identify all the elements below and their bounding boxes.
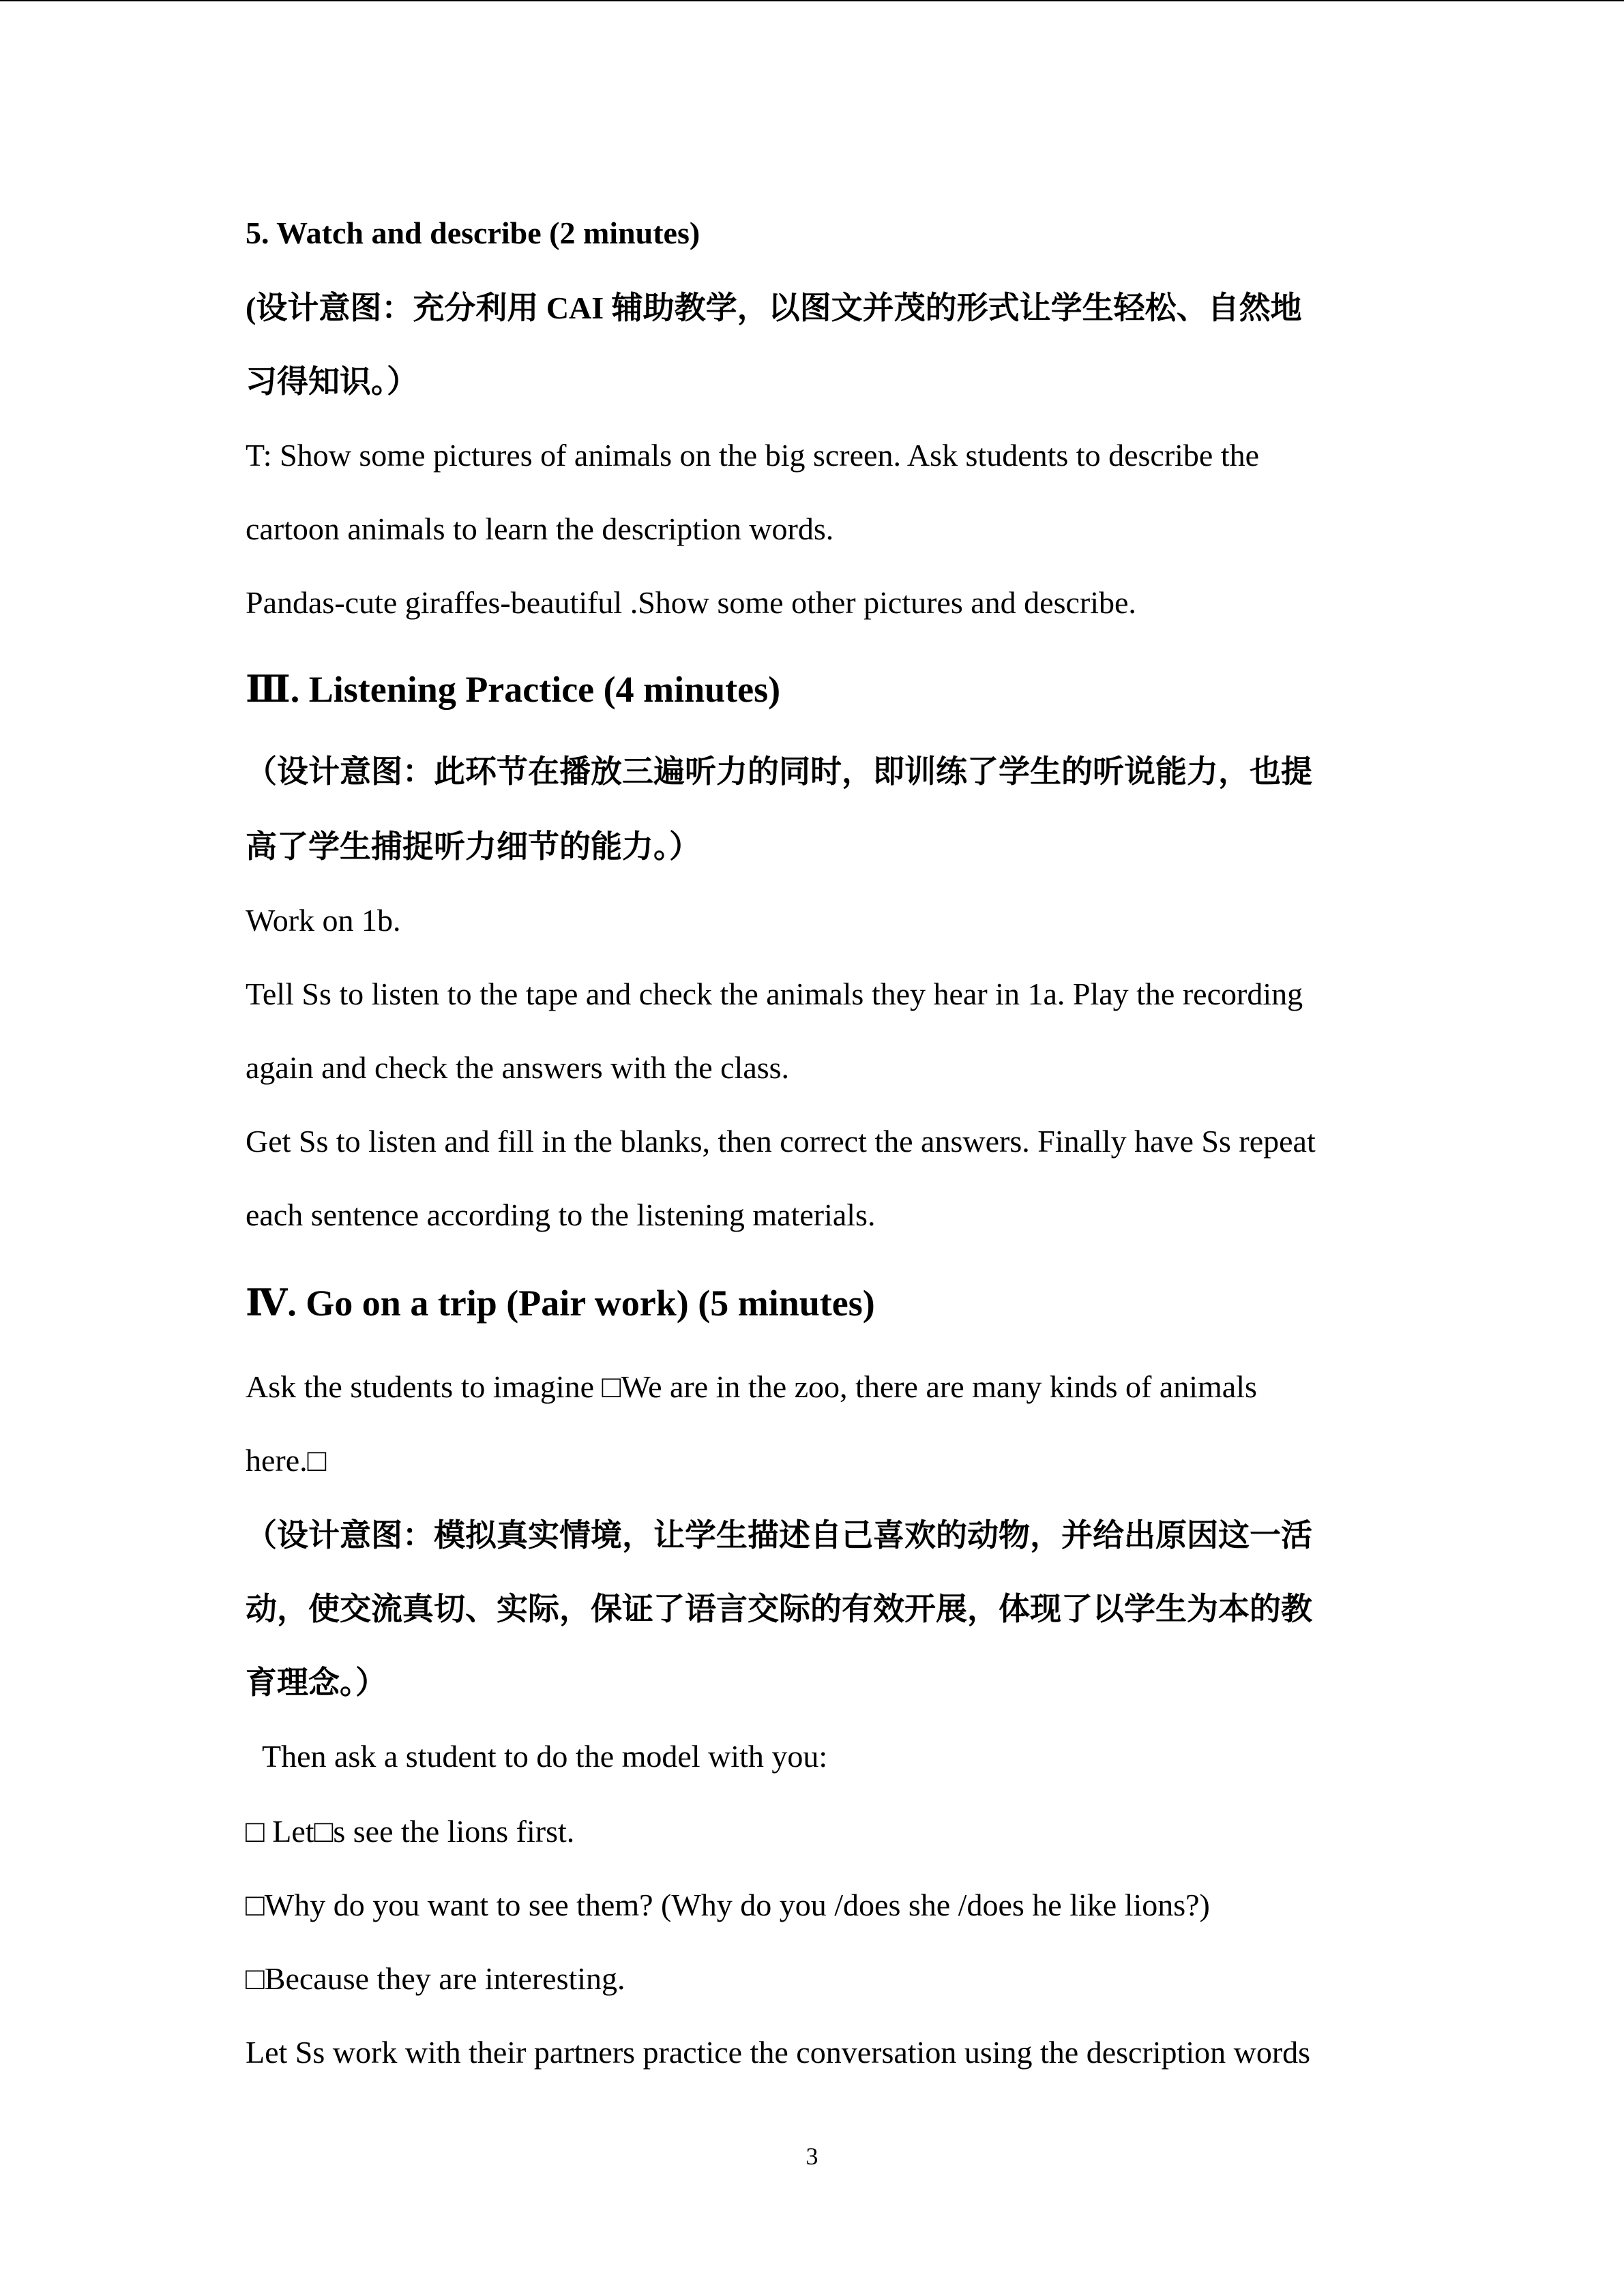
section-4-body-line-1: Ask the students to imagine □We are in the zoo, there are many kinds of animals [246, 1369, 1257, 1404]
section-5-body-line-1: T: Show some pictures of animals on the big screen. Ask students to describe the [246, 438, 1260, 473]
section-4-model-intro: Then ask a student to do the model with you: [262, 1739, 828, 1774]
section-3-body-line-5: each sentence according to the listening materials. [246, 1197, 876, 1232]
section-5-body-line-3: Pandas-cute giraffes-beautiful .Show some other pictures and describe. [246, 585, 1136, 620]
section-3-intent-line-2: 高了学生捕捉听力细节的能力。） [246, 829, 700, 864]
section-3-body-line-1: Work on 1b. [246, 903, 401, 938]
section-3-intent-line-1: （设计意图：此环节在播放三遍听力的同时，即训练了学生的听说能力，也提 [246, 754, 1312, 789]
section-4-dialog-line-1: □ Let□s see the lions first. [246, 1814, 575, 1849]
section-3-body-line-3: again and check the answers with the class. [246, 1050, 790, 1085]
page-top-border [0, 0, 1624, 1]
section-5-body-line-2: cartoon animals to learn the description words. [246, 511, 834, 546]
section-4-dialog-line-2: □Why do you want to see them? (Why do you /does she /does he like lions?) [246, 1888, 1210, 1922]
section-4-closing-line: Let Ss work with their partners practice the conversation using the description words [246, 2035, 1311, 2070]
section-4-body-line-2: here.□ [246, 1443, 327, 1478]
section-3-body-line-2: Tell Ss to listen to the tape and check the animals they hear in 1a. Play the recording [246, 976, 1303, 1011]
section-5-intent-line-1: (设计意图：充分利用 CAI 辅助教学，以图文并茂的形式让学生轻松、自然地 [246, 290, 1302, 325]
section-4-intent-line-2: 动，使交流真切、实际，保证了语言交际的有效开展，体现了以学生为本的教 [246, 1592, 1312, 1626]
section-4-intent-line-3: 育理念。） [246, 1665, 387, 1700]
section-4-heading: Ⅳ. Go on a trip (Pair work) (5 minutes) [246, 1283, 875, 1324]
section-3-heading: Ⅲ. Listening Practice (4 minutes) [246, 669, 781, 710]
section-4-dialog-line-3: □Because they are interesting. [246, 1961, 625, 1996]
section-5-heading: 5. Watch and describe (2 minutes) [246, 215, 700, 250]
section-5-intent-line-2: 习得知识。） [246, 364, 418, 399]
section-4-intent-line-1: （设计意图：模拟真实情境，让学生描述自己喜欢的动物，并给出原因这一活 [246, 1518, 1312, 1553]
section-3-body-line-4: Get Ss to listen and fill in the blanks, then correct the answers. Finally have Ss repeat [246, 1124, 1316, 1159]
page-number: 3 [806, 2143, 818, 2170]
